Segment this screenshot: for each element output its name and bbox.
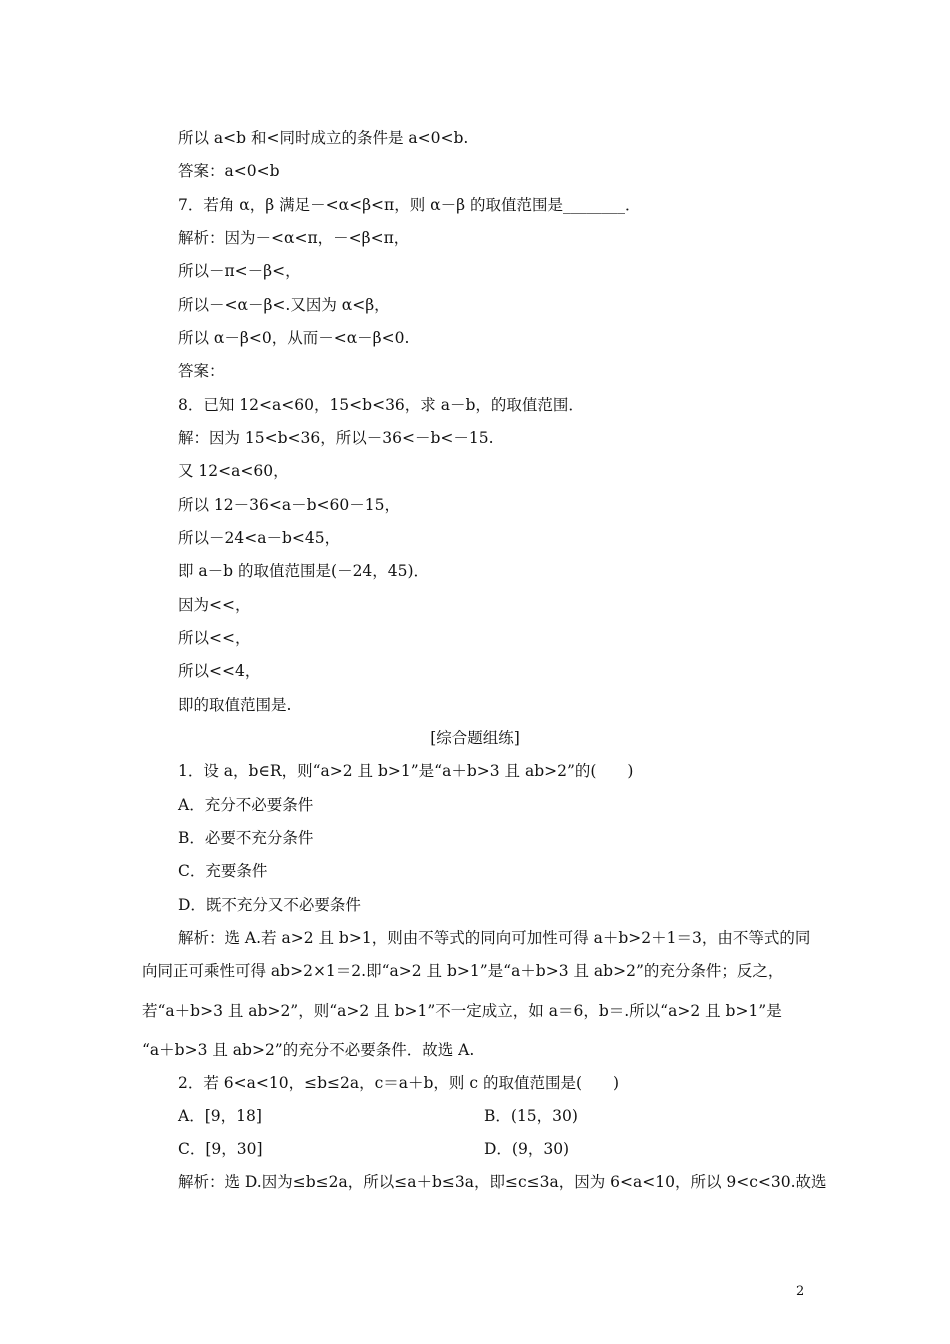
- text-line: 所以－<α－β<.又因为 α<β，: [178, 296, 390, 314]
- text-line: 所以<<，: [178, 629, 251, 647]
- text-line: 解析：因为－<α<π，－<β<π，: [178, 229, 410, 247]
- option-b: B．必要不充分条件: [178, 829, 314, 847]
- option-a: A．[9，18]: [178, 1107, 262, 1125]
- analysis-line: 解析：选 A.若 a>2 且 b>1，则由不等式的同向可加性可得 a＋b>2＋1＝3，由不等式的同: [178, 929, 811, 947]
- analysis-line: 向同正可乘性可得 ab>2×1＝2.即“a>2 且 b>1”是“a＋b>3 且 ab>2”的充分条件；反之，: [142, 962, 784, 980]
- text-line: 所以 a<b 和<同时成立的条件是 a<0<b.: [178, 129, 469, 147]
- analysis-line: 解析：选 D.因为≤b≤2a，所以≤a＋b≤3a，即≤c≤3a，因为 6<a<10，所以 9<c<30.故选: [178, 1173, 827, 1191]
- text-line: 所以 12－36<a－b<60－15，: [178, 496, 400, 514]
- option-b: B．(15，30): [484, 1107, 578, 1125]
- analysis-line: “a＋b>3 且 ab>2”的充分不必要条件．故选 A.: [142, 1041, 475, 1059]
- text-line: 所以－24<a－b<45，: [178, 529, 341, 547]
- text-line: 即的取值范围是.: [178, 696, 292, 714]
- page-number: 2: [796, 1284, 805, 1299]
- text-line: 所以<<4，: [178, 662, 261, 680]
- option-c: C．充要条件: [178, 862, 268, 880]
- text-line: 因为<<，: [178, 596, 251, 614]
- text-line: 所以 α－β<0，从而－<α－β<0.: [178, 329, 410, 347]
- option-c: C．[9，30]: [178, 1140, 263, 1158]
- option-d: D．(9，30): [484, 1140, 570, 1158]
- answer-line: 答案：: [178, 362, 225, 380]
- section-title: [综合题组练]: [430, 729, 520, 747]
- answer-line: 答案：a<0<b: [178, 162, 280, 180]
- text-line: 所以－π<－β<，: [178, 262, 301, 280]
- option-a: A．充分不必要条件: [178, 796, 314, 814]
- question-1-stem: 1．设 a，b∈R，则“a>2 且 b>1”是“a＋b>3 且 ab>2”的( ): [178, 762, 634, 780]
- analysis-line: 若“a＋b>3 且 ab>2”，则“a>2 且 b>1”不一定成立，如 a＝6，b＝.所以“a>2 且 b>1”是: [142, 1002, 782, 1020]
- text-line: 又 12<a<60，: [178, 462, 289, 480]
- question-2-stem: 2．若 6<a<10，≤b≤2a，c＝a＋b，则 c 的取值范围是( ): [178, 1074, 620, 1092]
- option-d: D．既不充分又不必要条件: [178, 896, 361, 914]
- question-8: 8．已知 12<a<60，15<b<36，求 a－b，的取值范围．: [178, 396, 584, 414]
- question-7: 7．若角 α，β 满足－<α<β<π，则 α－β 的取值范围是________．: [178, 196, 641, 214]
- text-line: 解：因为 15<b<36，所以－36<－b<－15.: [178, 429, 494, 447]
- text-line: 即 a－b 的取值范围是(－24，45)．: [178, 562, 430, 580]
